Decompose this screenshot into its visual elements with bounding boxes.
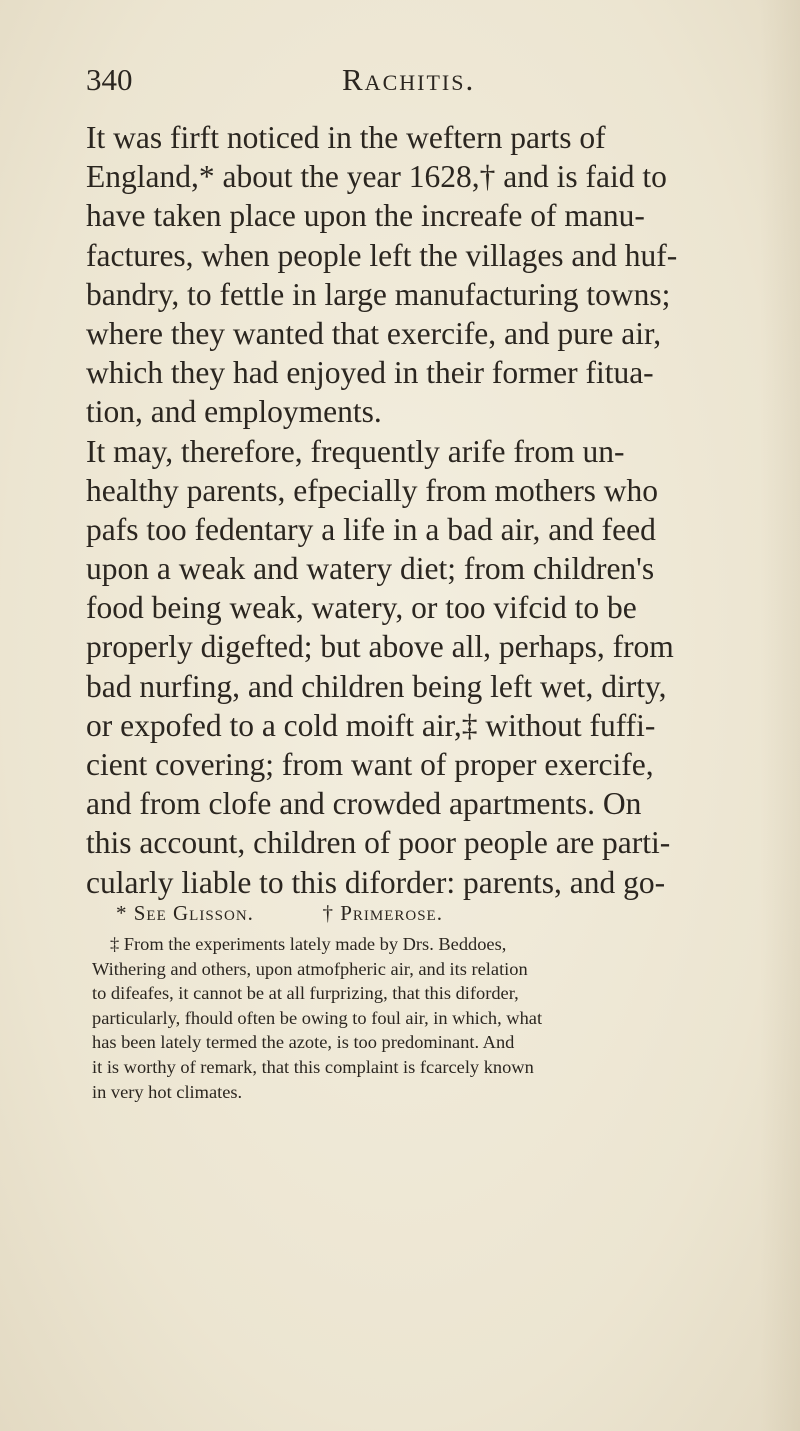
body-line: cularly liable to this diforder: parents, and go-	[86, 864, 666, 900]
body-line: where they wanted that exercife, and pure air,	[86, 315, 662, 351]
body-line: which they had enjoyed in their former fitua-	[86, 355, 654, 391]
footnote-line: it is worthy of remark, that this complaint is fcarcely known	[92, 1056, 534, 1077]
body-line: and from clofe and crowded apartments. On	[86, 786, 642, 822]
body-line: It was firft noticed in the weftern parts of	[86, 120, 606, 155]
body-line: properly digefted; but above all, perhaps, from	[86, 629, 674, 665]
footnote-line: to difeafes, it cannot be at all furprizing, that this diforder,	[92, 983, 519, 1004]
footnote-line: in very hot climates.	[92, 1081, 243, 1102]
body-line: this account, children of poor people are parti-	[86, 825, 671, 861]
page-number: 340	[86, 62, 133, 97]
body-line: bad nurfing, and children being left wet, dirty,	[86, 668, 667, 704]
body-line: healthy parents, efpecially from mothers who	[86, 472, 659, 508]
body-text	[86, 118, 766, 902]
body-line: cient covering; from want of proper exercife,	[86, 747, 654, 782]
footnote-line: ‡ From the experiments lately made by Drs. Beddoes,	[110, 934, 507, 954]
page-header	[86, 62, 746, 112]
body-line: It may, therefore, frequently arife from un-	[86, 433, 625, 469]
footnote-ref-primerose: † Primerose.	[322, 901, 443, 925]
body-line: pafs too fedentary a life in a bad air, and feed	[86, 511, 656, 547]
body-line: upon a weak and watery diet; from children's	[86, 551, 655, 587]
body-line: or expofed to a cold moift air,‡ without fuffi-	[86, 707, 656, 743]
footnote-line: particularly, fhould often be owing to foul air, in which, what	[92, 1007, 543, 1028]
footnotes	[92, 898, 772, 1104]
page-edge-shading	[760, 0, 800, 1431]
running-head: Rachitis.	[342, 62, 476, 97]
body-line: England,* about the year 1628,† and is faid to	[86, 159, 667, 195]
footnote-ref-glisson: * See Glisson.	[116, 901, 254, 925]
body-line: have taken place upon the increafe of manu-	[86, 198, 645, 234]
footnote-line: has been lately termed the azote, is too predominant. And	[92, 1032, 515, 1053]
footnote-references	[92, 898, 772, 928]
body-line: factures, when people left the villages and huf-	[86, 237, 678, 273]
body-line: bandry, to fettle in large manufacturing towns;	[86, 276, 671, 312]
footnote-line: Withering and others, upon atmofpheric air, and its relation	[92, 958, 528, 979]
body-line: tion, and employments.	[86, 394, 382, 430]
body-line: food being weak, watery, or too vifcid to be	[86, 590, 637, 626]
